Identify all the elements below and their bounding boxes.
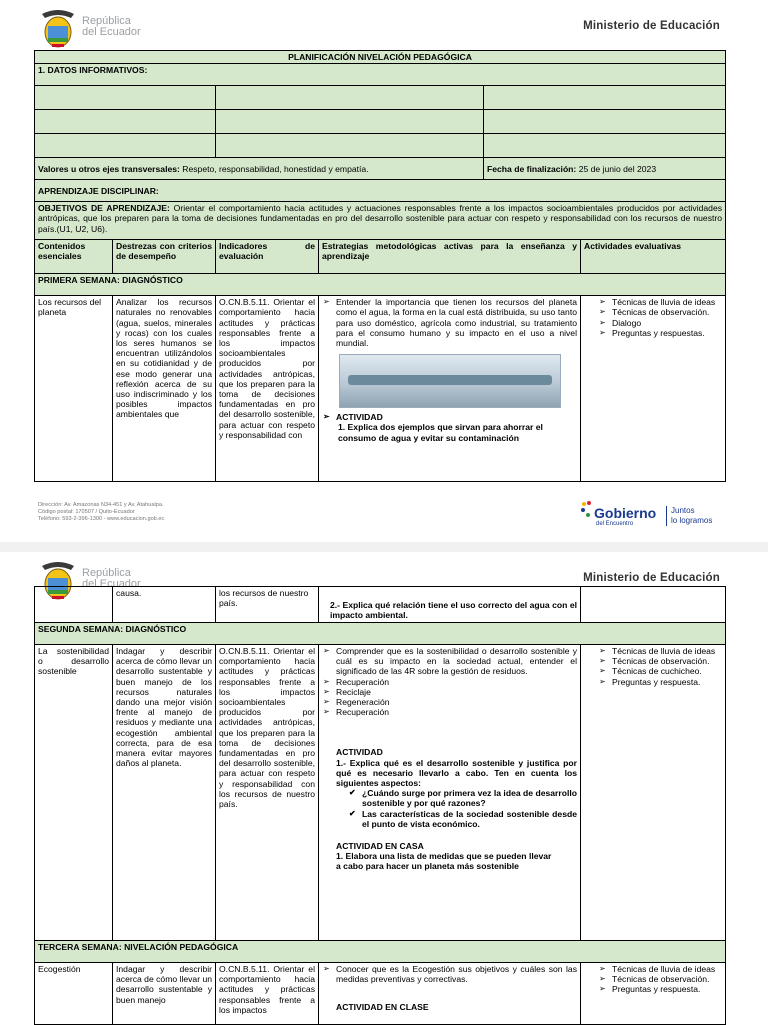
s2-eval-item: ➢ Preguntas y respuesta. xyxy=(612,677,722,687)
s3-eval-item: ➢ Técnicas de lluvia de ideas xyxy=(612,964,722,974)
s3-indicador: O.CN.B.5.11. Orientar el comportamiento hacia actitudes y prácticas responsables frente a los impactos xyxy=(216,963,319,1025)
info-cell-3b xyxy=(216,134,484,158)
info-cell-1b xyxy=(216,86,484,110)
s1-eval-item: ➢ Preguntas y respuestas. xyxy=(612,328,722,338)
s3-eval-item: ➢ Preguntas y respuesta. xyxy=(612,984,722,994)
s2-destreza: Indagar y describir acerca de cómo llevar un desarrollo sustentable y buen manejo de los recursos naturales dando una mejor visión frente al manejo de residuos y mediante una ecogestión ambiental correcta, para de esa manera evitar mayores daños al planeta. xyxy=(113,645,216,941)
s1-actividad-title: ➢ ACTIVIDAD xyxy=(336,412,577,422)
s2-eval-item: ➢ Técnicas de observación. xyxy=(612,656,722,666)
s2-estrategia: ➢ Comprender que es la sostenibilidad o desarrollo sostenible y cuál es su impacto en la sociedad actual, entender el significado de las 4R sobre la gestión de residuos. ➢ Recuperación ➢ Reciclaje ➢ Regeneración ➢ Recuperación ACTIVIDAD 1.- Explica qué es el desarrollo sostenible y justifica por qué es necesario llevarlo a cabo. Ten en cuenta los siguientes aspectos: ✔ ¿Cuándo surge por primera vez la idea de desarrollo sostenible y por qué razones? ✔ Las características de la sociedad sostenible desde el punto de vista económico. ACTIVIDAD EN CASA 1. Elabora una lista de medidas que se pueden llevar a cabo para hacer un planeta más sostenible xyxy=(319,645,581,941)
s3-actividad-title: ACTIVIDAD EN CLASE xyxy=(336,1002,429,1013)
s1-actividad-1: 1. Explica dos ejemplos que sirvan para ahorrar el consumo de agua y evitar su contaminación xyxy=(338,422,543,443)
col-indicadores-header: Indicadores de evaluación xyxy=(216,240,319,274)
s2-check-item: ✔ ¿Cuándo surge por primera vez la idea de desarrollo sostenible y por qué razones? xyxy=(362,788,577,808)
semana3-heading: TERCERA SEMANA: NIVELACIÓN PEDAGÓGICA xyxy=(35,941,726,963)
footer-address-page1: Dirección: Av. Amazonas N34-451 y Av. Atahualpa. Código postal: 170507 / Quito-Ecuador Teléfono: 593-2-396-1300 - www.educacion.gob.ec xyxy=(38,502,165,522)
cont-eval xyxy=(581,587,726,623)
col-destrezas-header: Destrezas con criterios de desempeño xyxy=(113,240,216,274)
s1-indicador: O.CN.B.5.11. Orientar el comportamiento hacia actitudes y prácticas responsables frente a los impactos socioambientales producidos por actividades antrópicas, que los preparen para la toma de decisiones fundamentadas en pro del desarrollo sostenible, para actuar con respeto y responsabilidad con xyxy=(216,296,319,482)
semana2-heading: SEGUNDA SEMANA: DIAGNÓSTICO xyxy=(35,623,726,645)
col-estrategias-header: Estrategias metodológicas activas para la enseñanza y aprendizaje xyxy=(319,240,581,274)
s2-contenido: La sostenibilidad o desarrollo sostenible xyxy=(35,645,113,941)
page1-header xyxy=(0,0,768,50)
planning-title: PLANIFICACIÓN NIVELACIÓN PEDAGÓGICA xyxy=(35,51,726,64)
datos-informativos-heading: 1. DATOS INFORMATIVOS: xyxy=(35,64,726,86)
cont-indicador: los recursos de nuestro país. xyxy=(216,587,319,623)
s2-list-item: ➢ Regeneración xyxy=(336,697,577,707)
s2-eval xyxy=(581,645,726,941)
s3-estrategia: ➢ Conocer que es la Ecogestión sus objetivos y cuáles son las medidas preventivas y correctivas. ACTIVIDAD EN CLASE xyxy=(319,963,581,1025)
valores-cell: Valores u otros ejes transversales: Respeto, responsabilidad, honestidad y empatía. xyxy=(35,158,484,180)
republica-logo-text: República del Ecuador xyxy=(82,15,141,38)
s2-casa-title: ACTIVIDAD EN CASA xyxy=(336,841,424,852)
s3-contenido: Ecogestión xyxy=(35,963,113,1025)
ecuador-coat-of-arms-icon xyxy=(38,8,78,50)
s1-contenido: Los recursos del planeta xyxy=(35,296,113,482)
info-cell-3a xyxy=(35,134,216,158)
s1-eval-item: ➢ Dialogo xyxy=(612,318,722,328)
s1-estrategia xyxy=(319,296,581,482)
info-cell-1c xyxy=(484,86,726,110)
s2-eval-item: ➢ Técnicas de cuchicheo. xyxy=(612,666,722,676)
cont-estrategia: 2.- Explica qué relación tiene el uso correcto del agua con el impacto ambiental. xyxy=(319,587,581,623)
objetivos-cell: OBJETIVOS DE APRENDIZAJE: Orientar el comportamiento hacia actitudes y actuaciones responsables frente a los impactos socioambientales producidos por actividades antrópicas, que los preparen para la toma de decisiones fundamentadas en pro del desarrollo sostenible para actuar con respeto y responsabilidad con los recursos de nuestro país.(U1, U2, U6). xyxy=(35,202,726,240)
fecha-cell: Fecha de finalización: 25 de junio del 2023 xyxy=(484,158,726,180)
info-cell-2c xyxy=(484,110,726,134)
s1-eval-item: ➢ Técnicas de observación. xyxy=(612,307,722,317)
s1-estrategia-text: ➢ Entender la importancia que tienen los recursos del planeta como el agua, la forma en la cual está distribuida, su uso tanto para uso doméstico, agrícola como industrial, su tratamiento para el consumo humano y su impacto en el uso a nivel mundial. xyxy=(336,297,577,348)
s3-eval xyxy=(581,963,726,1025)
info-cell-3c xyxy=(484,134,726,158)
aprendizaje-heading: APRENDIZAJE DISCIPLINAR: xyxy=(35,180,726,202)
cont-destreza: causa. xyxy=(113,587,216,623)
s2-list-item: ➢ Recuperación xyxy=(336,707,577,717)
cont-contenido xyxy=(35,587,113,623)
s2-indicador: O.CN.B.5.11. Orientar el comportamiento hacia actitudes y prácticas responsables frente a los impactos socioambientales producidos por actividades antrópicas, que los preparen para la toma de decisiones fundamentadas en pro del desarrollo sostenible, para actuar con respeto y responsabilidad con los recursos de nuestro país. xyxy=(216,645,319,941)
planning-table-page2 xyxy=(34,586,726,1025)
info-cell-1a xyxy=(35,86,216,110)
water-treatment-illustration xyxy=(339,354,561,408)
gobierno-logo-page1: Gobierno del Encuentro Juntos lo logramos xyxy=(580,500,720,536)
gobierno-sun-icon xyxy=(580,500,594,522)
s3-eval-item: ➢ Técnicas de observación. xyxy=(612,974,722,984)
s2-actividad-1: 1.- Explica qué es el desarrollo sostenible y justifica por qué es necesario llevarlo a cabo. Ten en cuenta los siguientes aspectos: xyxy=(336,757,578,789)
s2-list-item: ➢ Recuperación xyxy=(336,677,577,687)
col-contenidos-header: Contenidos esenciales xyxy=(35,240,113,274)
s1-eval xyxy=(581,296,726,482)
ministerio-title: Ministerio de Educación xyxy=(583,20,720,32)
ministerio-title: Ministerio de Educación xyxy=(583,572,720,584)
s1-destreza: Analizar los recursos naturales no renovables (agua, suelos, minerales y rocas) con los cuales los seres humanos se encuentran utilizándolos en su cotidianidad y de ese modo generar una reflexión acerca de su uso indiscriminado y los posibles impactos ambientales que xyxy=(113,296,216,482)
s2-check-item: ✔ Las características de la sociedad sostenible desde el punto de vista económico. xyxy=(362,809,577,829)
s2-eval-item: ➢ Técnicas de lluvia de ideas xyxy=(612,646,722,656)
info-cell-2a xyxy=(35,110,216,134)
s2-casa-1: 1. Elabora una lista de medidas que se pueden llevar a cabo para hacer un planeta más sostenible xyxy=(336,851,552,872)
semana1-heading: PRIMERA SEMANA: DIAGNÓSTICO xyxy=(35,274,726,296)
page-gap xyxy=(0,542,768,552)
s3-destreza: Indagar y describir acerca de cómo llevar un desarrollo sustentable y buen manejo xyxy=(113,963,216,1025)
s1-eval-item: ➢ Técnicas de lluvia de ideas xyxy=(612,297,722,307)
s2-list-item: ➢ Reciclaje xyxy=(336,687,577,697)
planning-table-page1 xyxy=(34,50,726,482)
info-cell-2b xyxy=(216,110,484,134)
republica-logo-text: República del Ecuador xyxy=(82,567,141,590)
col-actividades-header: Actividades evaluativas xyxy=(581,240,726,274)
s2-actividad-title: ACTIVIDAD xyxy=(336,747,383,758)
